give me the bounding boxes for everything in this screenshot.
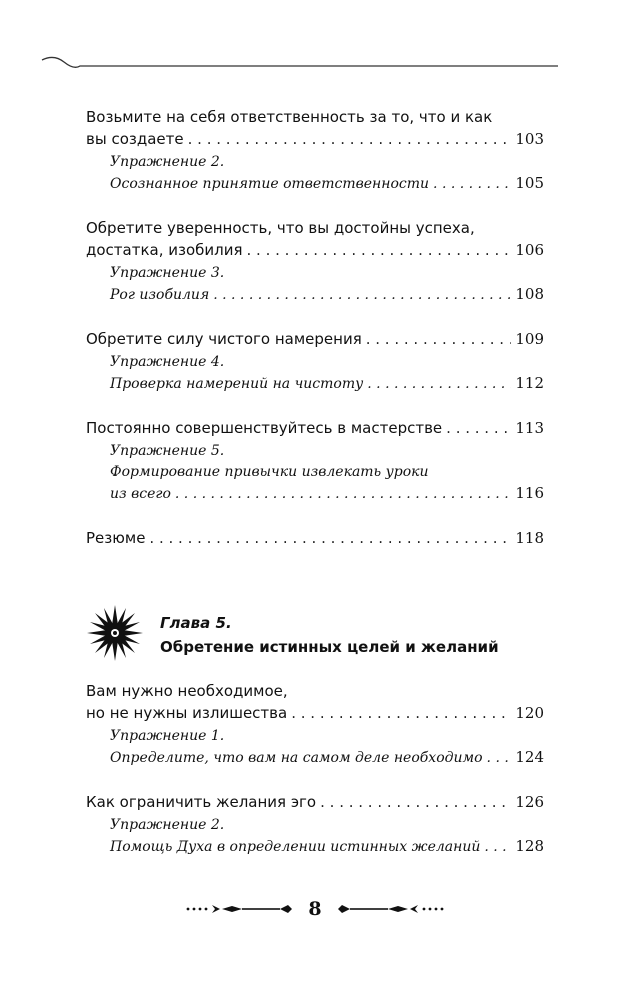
toc-entry-necessary <box>86 680 544 769</box>
exercise-title: Рог изобилия <box>110 287 210 303</box>
dot-leader <box>175 484 511 505</box>
page-number: 112 <box>515 374 544 392</box>
toc-entry-title-line: Резюме <box>86 529 146 547</box>
exercise-line <box>110 284 544 306</box>
page-number: 113 <box>515 419 544 437</box>
page-number: 105 <box>515 174 544 192</box>
exercise-entry <box>86 815 544 858</box>
page-number: 109 <box>515 330 544 348</box>
exercise-label: Упражнение 2. <box>110 817 225 833</box>
chapter-table-of-contents <box>86 680 544 878</box>
page-number: 118 <box>515 529 544 547</box>
dot-leader <box>446 417 511 439</box>
chapter-number: Глава 5. <box>160 614 232 632</box>
exercise-label: Упражнение 2. <box>110 154 225 170</box>
exercise-line <box>110 836 544 858</box>
dot-leader <box>484 837 511 858</box>
toc-entry-title-line: Обретите силу чистого намерения <box>86 330 362 348</box>
dot-leader <box>366 328 512 350</box>
exercise-title: Определите, что вам на самом деле необходимо <box>110 750 483 766</box>
page-footer <box>170 895 460 923</box>
toc-entry-intention <box>86 328 544 395</box>
page-number: 126 <box>515 793 544 811</box>
toc-entry-title-line: Вам нужно необходимое, <box>86 682 288 700</box>
exercise-title: Осознанное принятие ответственности <box>110 176 430 192</box>
dot-leader <box>188 128 512 150</box>
page-number: 124 <box>515 748 544 766</box>
dot-leader <box>433 174 511 195</box>
toc-entry-line <box>86 328 544 350</box>
chapter-heading <box>86 604 556 666</box>
exercise-line <box>110 747 544 769</box>
dot-leader <box>487 748 512 769</box>
toc-entry-title-line: вы создаете <box>86 130 184 148</box>
toc-entry-line <box>86 239 544 261</box>
page-number: 120 <box>515 704 544 722</box>
toc-entry-summary <box>86 527 544 549</box>
toc-entry-title-line: Обретите уверенность, что вы достойны успеха, <box>86 219 475 237</box>
toc-entry-title-line: но не нужны излишества <box>86 704 288 722</box>
exercise-line <box>110 483 544 505</box>
page-number: 108 <box>515 285 544 303</box>
exercise-entry <box>86 726 544 769</box>
toc-entry-title-line: Возьмите на себя ответственность за то, что и как <box>86 108 493 126</box>
exercise-line <box>110 173 544 195</box>
toc-entry-title-line: Постоянно совершенствуйтесь в мастерстве <box>86 419 443 437</box>
starburst-icon <box>86 604 144 662</box>
page-number-footer: 8 <box>308 898 322 920</box>
exercise-title: Помощь Духа в определении истинных желаний <box>110 839 481 855</box>
exercise-entry <box>86 352 544 395</box>
toc-entry-mastery <box>86 417 544 505</box>
exercise-title: Проверка намерений на чистоту <box>110 376 364 392</box>
exercise-line <box>110 373 544 395</box>
toc-entry-line <box>86 417 544 439</box>
toc-entry-title-line: достатка, изобилия <box>86 241 243 259</box>
table-of-contents <box>86 106 544 569</box>
left-ornament-icon <box>184 902 294 916</box>
exercise-title: Формирование привычки извлекать уроки <box>110 464 429 480</box>
exercise-entry <box>86 263 544 306</box>
right-ornament-icon <box>336 902 446 916</box>
toc-entry-title-line: Как ограничить желания эго <box>86 793 317 811</box>
toc-entry-ego-desires <box>86 791 544 858</box>
page-number: 116 <box>515 484 544 502</box>
exercise-label: Упражнение 1. <box>110 728 225 744</box>
page-number: 103 <box>515 130 544 148</box>
toc-entry-line <box>86 128 544 150</box>
page-number: 106 <box>515 241 544 259</box>
exercise-label: Упражнение 5. <box>110 443 225 459</box>
toc-entry-worthiness <box>86 217 544 306</box>
toc-entry-line <box>86 702 544 724</box>
dot-leader <box>291 702 511 724</box>
exercise-label: Упражнение 4. <box>110 354 225 370</box>
exercise-entry <box>86 152 544 195</box>
chapter-title: Обретение истинных целей и желаний <box>160 638 499 656</box>
dot-leader <box>367 374 511 395</box>
dot-leader <box>213 285 511 306</box>
page-number: 128 <box>515 837 544 855</box>
dot-leader <box>320 791 511 813</box>
toc-entry-line <box>86 527 544 549</box>
dot-leader <box>149 527 511 549</box>
toc-entry-responsibility <box>86 106 544 195</box>
exercise-label: Упражнение 3. <box>110 265 225 281</box>
dot-leader <box>247 239 512 261</box>
exercise-title: из всего <box>110 486 171 502</box>
header-rule <box>40 52 560 76</box>
toc-entry-line <box>86 791 544 813</box>
exercise-entry <box>86 441 544 505</box>
